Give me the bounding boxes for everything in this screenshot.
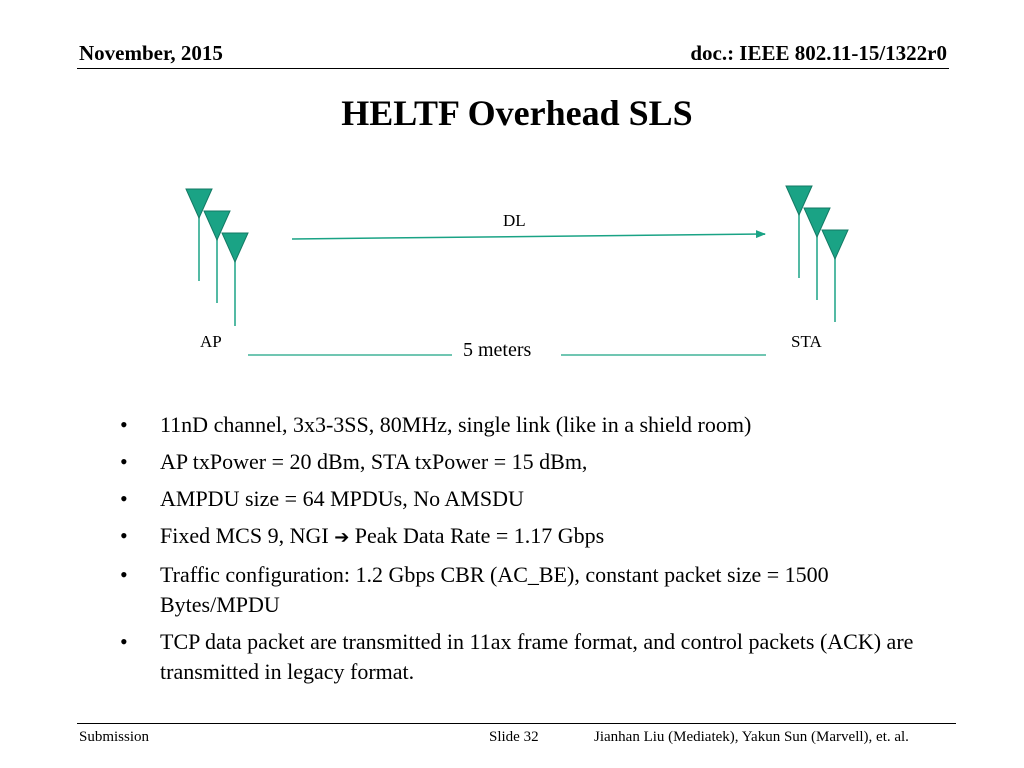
sta-antenna-1-icon bbox=[786, 186, 812, 278]
bullet-text: 11nD channel, 3x3-3SS, 80MHz, single link (like in a shield room) bbox=[160, 412, 752, 437]
footer-submission: Submission bbox=[79, 729, 150, 745]
bullet-text: Traffic configuration: 1.2 Gbps CBR (AC_BE), constant packet size = 1500 Bytes/MPDU bbox=[160, 562, 829, 617]
footer-slide-number: Slide 32 bbox=[489, 729, 539, 745]
bullet-item bbox=[120, 447, 940, 477]
bullet-text-after-arrow: Peak Data Rate = 1.17 Gbps bbox=[349, 523, 605, 548]
bullet-item bbox=[120, 484, 940, 514]
header-doc-id: doc.: IEEE 802.11-15/1322r0 bbox=[690, 41, 947, 65]
bullet-text-before-arrow: Fixed MCS 9, NGI bbox=[160, 523, 335, 548]
bullet-list bbox=[120, 410, 940, 694]
bullet-item bbox=[120, 521, 940, 553]
ap-antenna-3-icon bbox=[222, 233, 248, 326]
slide-title: HELTF Overhead SLS bbox=[341, 93, 693, 133]
ap-antenna-array-icon bbox=[186, 189, 248, 326]
bullet-dot-icon: • bbox=[120, 412, 128, 437]
sta-antenna-array-icon bbox=[786, 186, 848, 322]
ap-label: AP bbox=[200, 332, 222, 351]
bullet-item bbox=[120, 410, 940, 440]
bullet-item bbox=[120, 627, 940, 687]
dl-arrow bbox=[292, 234, 765, 239]
right-arrow-icon: ➔ bbox=[334, 527, 350, 548]
bullet-dot-icon: • bbox=[120, 523, 128, 548]
bullet-item bbox=[120, 560, 940, 620]
bullet-dot-icon: • bbox=[120, 562, 128, 587]
sta-label: STA bbox=[791, 332, 822, 351]
bullet-text: AP txPower = 20 dBm, STA txPower = 15 dBm, bbox=[160, 449, 588, 474]
bullet-dot-icon: • bbox=[120, 449, 128, 474]
sta-antenna-3-icon bbox=[822, 230, 848, 322]
bullet-dot-icon: • bbox=[120, 486, 128, 511]
distance-label: 5 meters bbox=[463, 339, 532, 361]
sta-antenna-2-icon bbox=[804, 208, 830, 300]
ap-antenna-1-icon bbox=[186, 189, 212, 281]
bullet-dot-icon: • bbox=[120, 629, 128, 654]
header-date: November, 2015 bbox=[79, 41, 223, 65]
bullet-text: AMPDU size = 64 MPDUs, No AMSDU bbox=[160, 486, 524, 511]
bullet-text: TCP data packet are transmitted in 11ax frame format, and control packets (ACK) are transmitted in legacy format. bbox=[160, 629, 914, 684]
ap-antenna-2-icon bbox=[204, 211, 230, 303]
footer-authors: Jianhan Liu (Mediatek), Yakun Sun (Marvell), et. al. bbox=[594, 729, 909, 745]
dl-label: DL bbox=[503, 211, 526, 230]
footer-divider bbox=[77, 723, 956, 724]
